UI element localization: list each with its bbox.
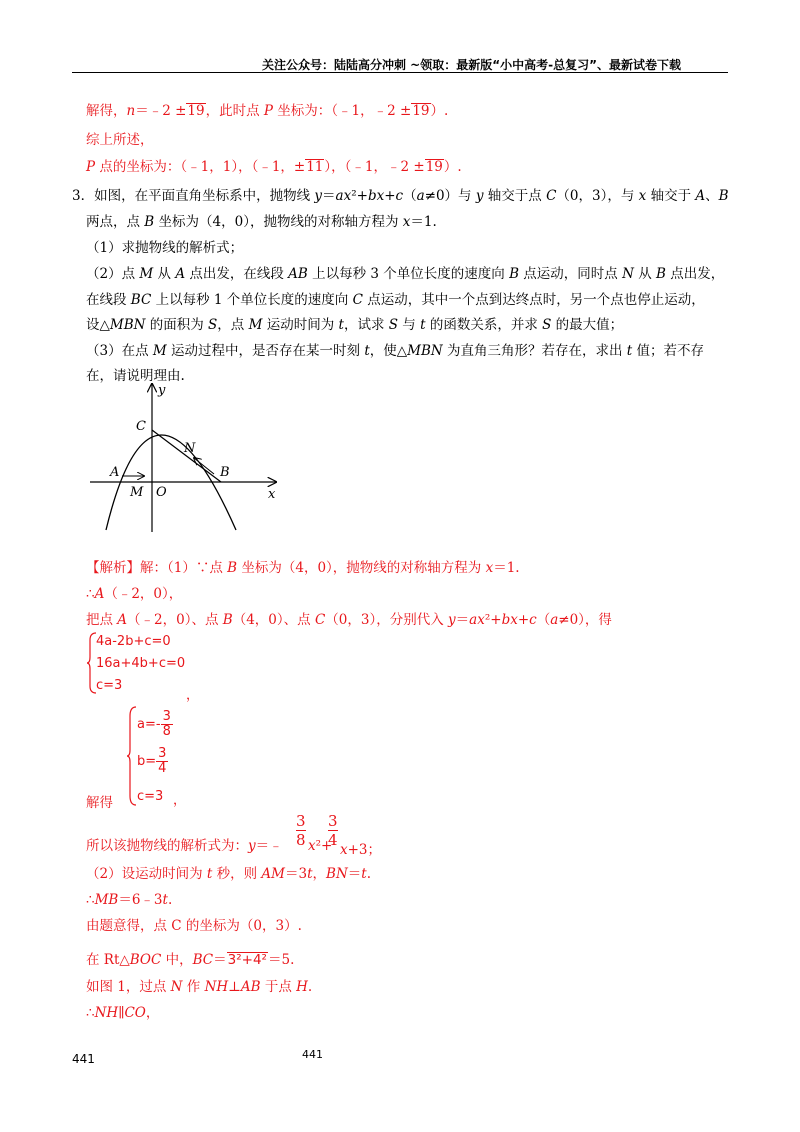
segment-bc [152,430,221,482]
header-rule [72,72,728,73]
analysis-line-4: 所以该抛物线的解析式为：y＝﹣ [86,838,283,854]
system2-comma: ， [173,793,187,808]
question-line-5: 在线段 BC 上以每秒 1 个单位长度的速度向 C 点运动，其中一个点到达终点时，另一个点也停止运动， [86,292,705,308]
analysis-line-10: ∴NH∥CO， [86,1005,160,1021]
analysis-line-2: ∴A（﹣2，0）， [86,586,183,602]
term-x2: x²+ [308,838,333,854]
system1-eq3: c=3 [96,678,123,693]
question-line-2: 两点，点 B 坐标为（4，0），抛物线的对称轴方程为 x＝1. [86,214,437,230]
parabola-figure [86,380,286,535]
label-x: x [268,487,276,502]
label-c: C [136,419,146,434]
fraction-3-4: 3 4 [328,812,338,849]
page-header: 关注公众号：陆陆高分冲刺 ~领取：最新版“小中高考-总复习”、最新试卷下载 [262,58,681,72]
question-line-7: （3）在点 M 运动过程中，是否存在某一时刻 t，使△MBN 为直角三角形？若存在，求出 t 值；若不存 [86,343,705,359]
solution-line-2: 综上所述， [86,132,154,148]
question-line-1: 3．如图，在平面直角坐标系中，抛物线 y＝ax²+bx+c（a≠0）与 y 轴交于点 C（0，3），与 x 轴交于 A、B [72,188,729,204]
label-b: B [220,465,230,480]
system1-comma: ， [186,688,200,703]
solution-line-1: 解得，n＝﹣2 ±19，此时点 P 坐标为：（﹣1，﹣2 ±19）. [86,103,449,119]
label-o: O [156,485,167,500]
analysis-line-6: ∴MB＝6﹣3t. [86,892,173,908]
analysis-line-5: （2）设运动时间为 t 秒，则 AM＝3t，BN＝t. [86,866,371,882]
solve-label: 解得 [86,795,113,811]
analysis-line-1: 【解析】解：（1）∵点 B 坐标为（4，0），抛物线的对称轴方程为 x＝1. [86,560,520,576]
label-n: N [184,441,196,456]
label-y: y [158,383,166,398]
system1-eq1: 4a-2b+c=0 [96,634,171,649]
question-line-4: （2）点 M 从 A 点出发，在线段 AB 上以每秒 3 个单位长度的速度向 B 点运动，同时点 N 从 B 点出发， [86,266,725,282]
page-number-left: 441 [72,1052,95,1066]
analysis-line-3: 把点 A（﹣2，0）、点 B（4，0）、点 C（0，3），分别代入 y＝ax²+bx+c（a≠0），得 [86,612,612,628]
arrow-n [194,458,214,474]
system2-eq3: c=3 [137,789,164,804]
analysis-line-9: 如图 1，过点 N 作 NH⊥AB 于点 H. [86,979,313,995]
page-number-center: 441 [302,1048,323,1061]
system2-eq1: a=- $\frac{3}{8}$ [137,709,171,739]
question-line-6: 设△MBN 的面积为 S，点 M 运动时间为 t，试求 S 与 t 的函数关系，并求 S 的最大值； [86,317,624,333]
label-a: A [110,465,120,480]
analysis-line-7: 由题意得，点 C 的坐标为（0，3）. [86,918,302,934]
question-line-3: （1）求抛物线的解析式； [86,240,244,256]
term-x: x+3； [340,842,382,858]
analysis-line-8: 在 Rt△BOC 中，BC＝3²+4²＝5. [86,952,295,968]
solution-line-3: P 点的坐标为：（﹣1，1），（﹣1，±11），（﹣1，﹣2 ±19）. [86,159,462,175]
system1-eq2: 16a+4b+c=0 [96,656,186,671]
question-line-8: 在，请说明理由. [86,368,185,384]
label-m: M [130,485,144,500]
system2-eq2: b= $\frac{3}{4}$ [137,746,167,776]
fraction-3-8: 3 8 [296,812,306,849]
